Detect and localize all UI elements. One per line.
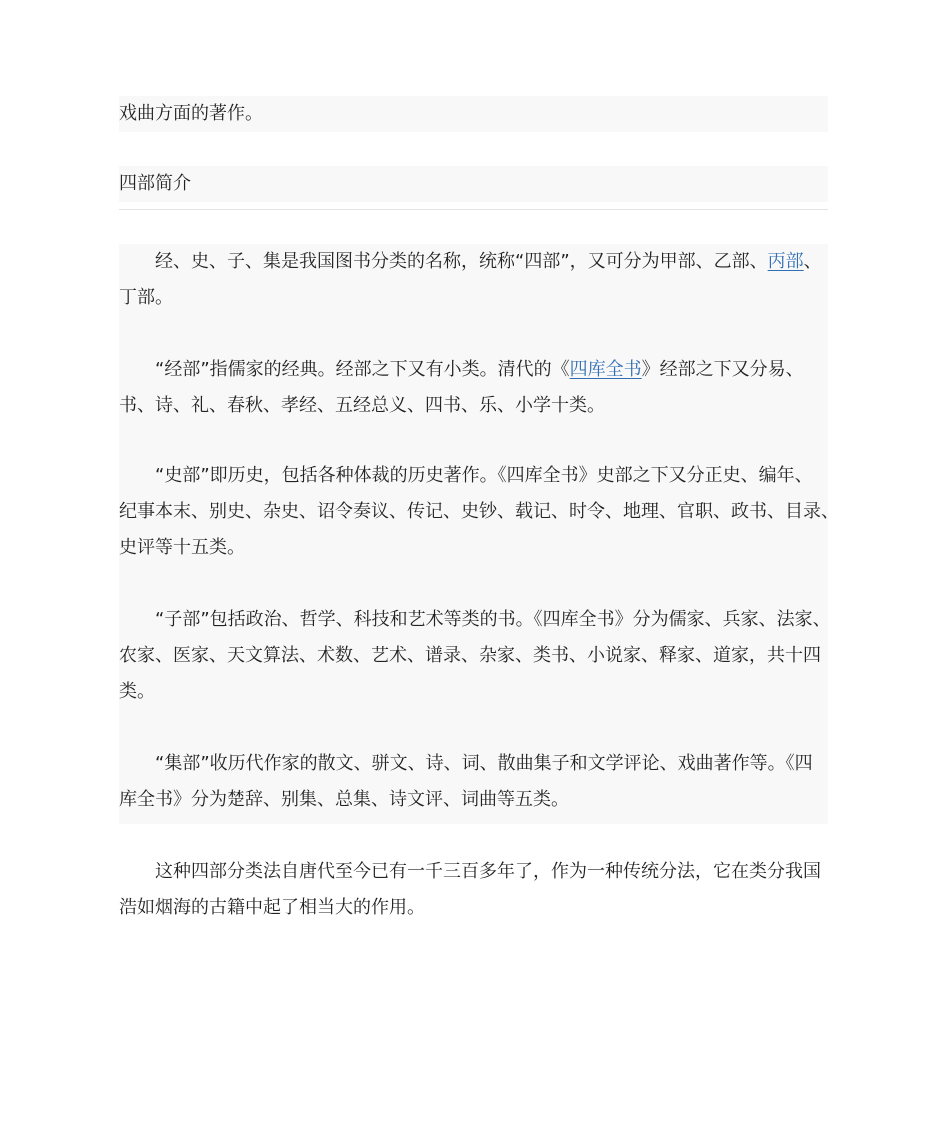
paragraph-3-line-1: “史部”即历史，包括各种体裁的历史著作。《四库全书》史部之下又分正史、编年、 (155, 465, 813, 486)
paragraph-1-punct: 、 (803, 251, 822, 272)
paragraph-1-text: 经、史、子、集是我国图书分类的名称，统称“四部”，又可分为甲部、乙部、 (155, 251, 768, 272)
paragraph-2-line-1 (119, 352, 804, 388)
paragraph-4-line-3: 类。 (119, 681, 155, 702)
paragraph-6-line-2: 浩如烟海的古籍中起了相当大的作用。 (119, 897, 425, 918)
paragraph-2-text-cont: 》经部之下又分易、 (641, 359, 804, 380)
paragraph-4-line-2: 农家、医家、天文算法、术数、艺术、谱录、杂家、类书、小说家、释家、道家，共十四 (119, 645, 821, 666)
paragraph-5-line-1: “集部”收历代作家的散文、骈文、诗、词、散曲集子和文学评论、戏曲著作等。《四 (155, 753, 813, 774)
paragraph-5-line-2: 库全书》分为楚辞、别集、总集、诗文评、词曲等五类。 (119, 789, 569, 810)
paragraph-3-line-2: 纪事本末、别史、杂史、诏令奏议、传记、史钞、载记、时令、地理、官职、政书、目录、 (119, 501, 839, 522)
paragraph-3-line-3: 史评等十五类。 (119, 537, 245, 558)
link-siku-quanshu[interactable]: 四库全书 (569, 359, 642, 380)
paragraph-2-line-2: 书、诗、礼、春秋、孝经、五经总义、四书、乐、小学十类。 (119, 395, 605, 416)
section-title: 四部简介 (119, 173, 191, 194)
link-bing-bu[interactable]: 丙部 (767, 251, 804, 272)
intro-text: 戏曲方面的著作。 (119, 103, 263, 124)
paragraph-2-text: “经部”指儒家的经典。经部之下又有小类。清代的《 (155, 359, 570, 380)
intro-block (119, 96, 828, 132)
paragraph-6-line-1: 这种四部分类法自唐代至今已有一千三百多年了，作为一种传统分法，它在类分我国 (155, 861, 821, 882)
paragraph-1-line-1 (119, 244, 822, 280)
section-heading-block (119, 166, 828, 202)
section-divider (119, 209, 828, 210)
paragraph-4-line-1: “子部”包括政治、哲学、科技和艺术等类的书。《四库全书》分为儒家、兵家、法家、 (155, 609, 831, 630)
content-block (119, 244, 839, 824)
paragraph-1-line-2: 丁部。 (119, 287, 173, 308)
